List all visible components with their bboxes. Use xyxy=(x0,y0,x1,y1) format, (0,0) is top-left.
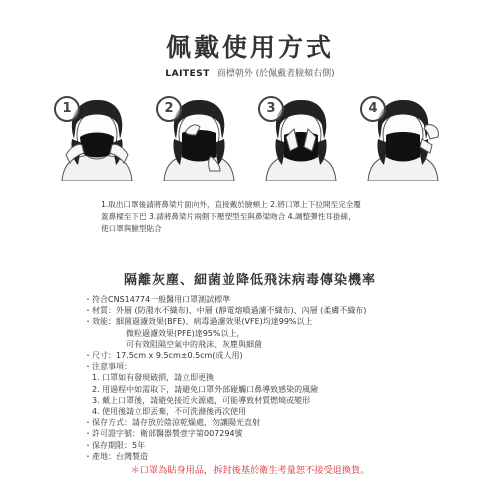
spec-line: ・材質：外層 (防潑水不織布)、中層 (靜電熔噴過濾不織布)、內層 (柔膚不織布) xyxy=(84,306,367,316)
page-title: 佩戴使用方式 xyxy=(165,33,334,62)
step-number: 4 xyxy=(360,96,386,122)
spec-line: ・尺寸：17.5cm x 9.5cm±0.5cm(成人用) xyxy=(84,351,243,361)
step-3 xyxy=(256,95,346,181)
step-1 xyxy=(52,95,142,181)
step-2 xyxy=(154,95,244,181)
brand-line xyxy=(0,66,500,79)
section-title: 隔離灰塵、細菌並降低飛沫病毒傳染機率 xyxy=(123,273,376,288)
instruction-line: 使口罩與臉型貼合 xyxy=(101,224,162,233)
spec-line: ・保存期限：5年 xyxy=(84,440,146,450)
step-number: 1 xyxy=(54,96,80,122)
step-4 xyxy=(358,95,448,181)
step-number: 3 xyxy=(258,96,284,122)
spec-line: 可有效阻隔空氣中的飛沫、灰塵與細菌 xyxy=(126,339,262,349)
spec-line: ・保存方式：請存放於陰涼乾燥處，勿讓陽光直射 xyxy=(84,418,260,428)
instruction-line: 1.取出口罩後請將鼻梁片面向外，直接戴於臉頰上 2.將口罩上下拉開至完全覆 xyxy=(101,200,361,209)
spec-line: 4. 使用後請立即丟棄，不可洗滌後再次使用 xyxy=(92,407,247,417)
usage-instructions xyxy=(101,199,411,235)
return-policy-warning: ＊口罩為貼身用品，拆封後基於衛生考量恕不接受退換貨。 xyxy=(130,465,370,476)
spec-line: ・許可證字號：衛部醫器製壹字第007294號 xyxy=(84,429,243,439)
spec-line: 微粒過濾效果(PFE)達95%以上， xyxy=(126,328,245,338)
spec-line: ・效能：細菌過濾效果(BFE)、病毒過濾效果(VFE)均達99%以上 xyxy=(84,317,313,327)
steps-illustrations xyxy=(52,95,448,181)
spec-line: 3. 戴上口罩後，請避免接近火源處，可能導致材質燃燒或變形 xyxy=(92,395,311,405)
spec-line: ・產地：台灣製造 xyxy=(84,451,148,461)
spec-line: ・符合CNS14774一般醫用口罩測試標準 xyxy=(84,295,231,304)
spec-line: 1. 口罩如有發現破損，請立即更換 xyxy=(92,373,215,383)
brand-logo: LAITEST xyxy=(165,69,210,79)
brand-subtitle: 商標朝外 (於佩戴者臉頰右側) xyxy=(216,69,335,79)
spec-line: ・注意事項： xyxy=(84,362,132,372)
spec-list xyxy=(84,294,424,462)
spec-line: 2. 用過程中如需取下，請避免口罩外部碰觸口鼻導致感染的風險 xyxy=(92,384,319,394)
instruction-line: 蓋鼻樑至下巴 3.請將鼻梁片兩側下壓塑型至與鼻梁吻合 4.調整彈性耳掛線， xyxy=(101,212,356,221)
step-number: 2 xyxy=(156,96,182,122)
